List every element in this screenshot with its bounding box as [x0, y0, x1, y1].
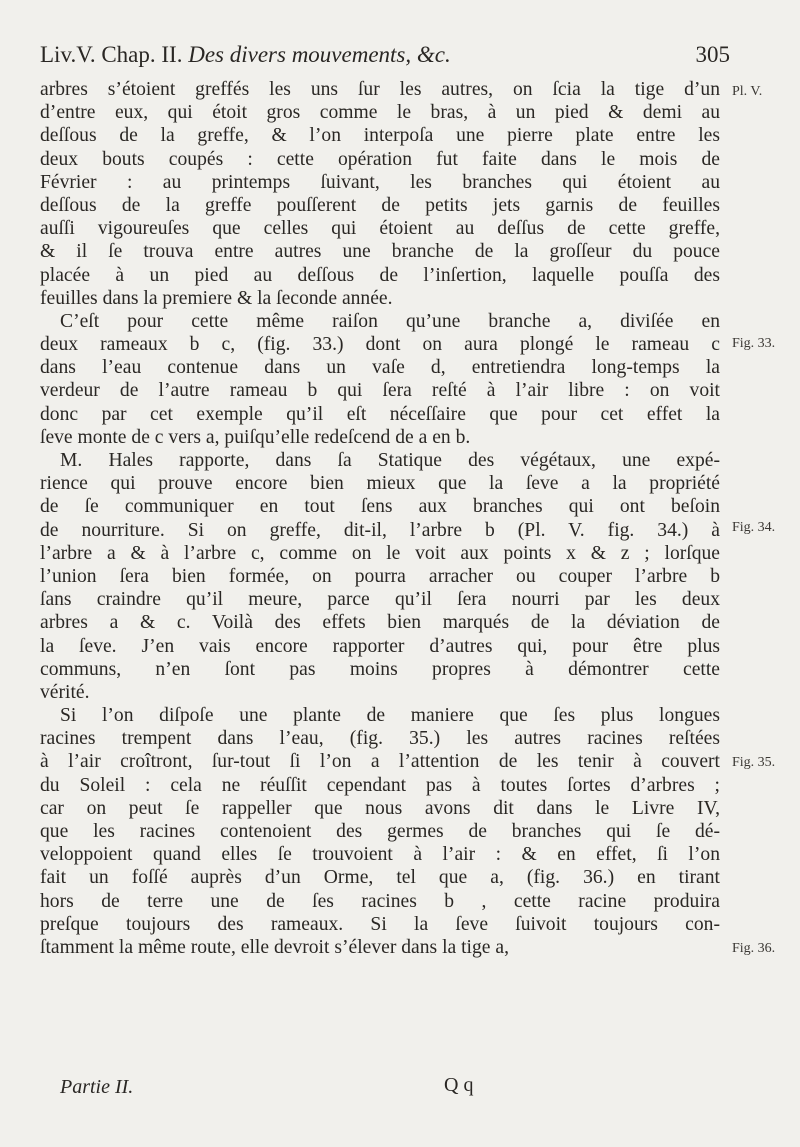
body-text: [40, 78, 720, 959]
text-line: deſſous de la greffe, & l’on interpoſa une pierre plate entre les: [40, 125, 720, 147]
margin-note-fig36: Fig. 36.: [732, 941, 776, 956]
text-line: fait un foſſé auprès d’un Orme, tel que a, (fig. 36.) en tirant: [40, 867, 720, 889]
text-line: ſans craindre qu’il meure, parce qu’il ſera nourri par les deux: [40, 589, 720, 611]
running-header: [40, 40, 730, 70]
margin-note-fig33: Fig. 33.: [732, 336, 776, 351]
text-line: rience qui prouve encore bien mieux que la ſeve a la propriété: [40, 473, 720, 495]
text-line: veloppoient quand elles ſe trouvoient à l’air : & en effet, ſi l’on: [40, 844, 720, 866]
margin-note-plate: Pl. V.: [732, 84, 763, 99]
text-line: deux bouts coupés : cette opération fut faite dans le mois de: [40, 148, 720, 170]
text-line: arbres a & c. Voilà des effets bien marqués de la déviation de: [40, 612, 720, 634]
running-head-title: Des divers mouvements, &c.: [188, 42, 451, 67]
text-line: vérité.: [40, 681, 90, 703]
running-head-chapter: Liv.V. Chap. II.: [40, 42, 183, 67]
text-line: d’entre eux, qui étoit gros comme le bras, à un pied & demi au: [40, 102, 720, 124]
text-line: deſſous de la greffe pouſſerent de petits jets garnis de feuilles: [40, 194, 720, 216]
text-line: de nourriture. Si on greffe, dit-il, l’arbre b (Pl. V. fig. 34.) à: [40, 519, 720, 541]
text-line: & il ſe trouva entre autres une branche de la groſſeur du pouce: [40, 241, 720, 263]
margin-note-fig35: Fig. 35.: [732, 755, 776, 770]
text-line: Février : au printemps ſuivant, les branches qui étoient au: [40, 171, 720, 193]
text-line: arbres s’étoient greffés les uns ſur les autres, on ſcia la tige d’un: [40, 79, 720, 100]
text-line: du Soleil : cela ne réuſſit cependant pas à toutes ſortes d’arbres ;: [40, 774, 720, 796]
text-line: communs, n’en ſont pas moins propres à démontrer cette: [40, 658, 720, 680]
text-line: dans l’eau contenue dans un vaſe d, entretiendra long-temps la: [40, 357, 720, 379]
text-line: ſeve monte de c vers a, puiſqu’elle redeſcend de a en b.: [40, 426, 471, 448]
signature-mark: Q q: [444, 1074, 474, 1096]
text-line: de ſe communiquer en tout ſens aux branches qui ont beſoin: [40, 496, 720, 518]
text-line: deux rameaux b c, (fig. 33.) dont on aura plongé le rameau c: [40, 334, 720, 356]
margin-note-fig34: Fig. 34.: [732, 520, 776, 535]
text-line: preſque toujours des rameaux. Si la ſeve ſuivoit toujours con-: [40, 913, 720, 935]
text-line: placée à un pied au deſſous de l’inſertion, laquelle pouſſa des: [40, 264, 720, 286]
text-line: ſtamment la même route, elle devroit s’élever dans la tige a,: [40, 936, 509, 958]
text-line: auſſi vigoureuſes que celles qui étoient au deſſus de cette greffe,: [40, 218, 720, 240]
page-number: 305: [695, 42, 730, 67]
text-line: car on peut ſe rappeller que nous avons dit dans le Livre IV,: [40, 797, 720, 819]
text-line: la ſeve. J’en vais encore rapporter d’autres qui, pour être plus: [40, 635, 720, 657]
text-line: C’eſt pour cette même raiſon qu’une branche a, diviſée en: [60, 310, 720, 332]
text-line: hors de terre une de ſes racines b , cette racine produira: [40, 890, 720, 912]
text-line: l’arbre a & à l’arbre c, comme on le voit aux points x & z ; lorſque: [40, 542, 720, 564]
text-line: donc par cet exemple qu’il eſt néceſſaire que pour cet effet la: [40, 403, 720, 425]
text-line: M. Hales rapporte, dans ſa Statique des végétaux, une expé-: [60, 450, 720, 471]
text-line: verdeur de l’autre rameau b qui ſera reſté à l’air libre : on voit: [40, 380, 720, 402]
text-line: que les racines contenoient des germes de branches qui ſe dé-: [40, 821, 720, 842]
text-line: feuilles dans la premiere & la ſeconde année.: [40, 287, 393, 309]
text-line: racines trempent dans l’eau, (fig. 35.) les autres racines reſtées: [40, 728, 720, 750]
text-line: l’union ſera bien formée, on pourra arracher ou couper l’arbre b: [40, 565, 720, 587]
text-line: Si l’on diſpoſe une plante de maniere que ſes plus longues: [60, 705, 720, 727]
part-label: Partie II.: [60, 1076, 134, 1098]
text-line: à l’air croîtront, ſur-tout ſi l’on a l’attention de les tenir à couvert: [40, 751, 720, 773]
